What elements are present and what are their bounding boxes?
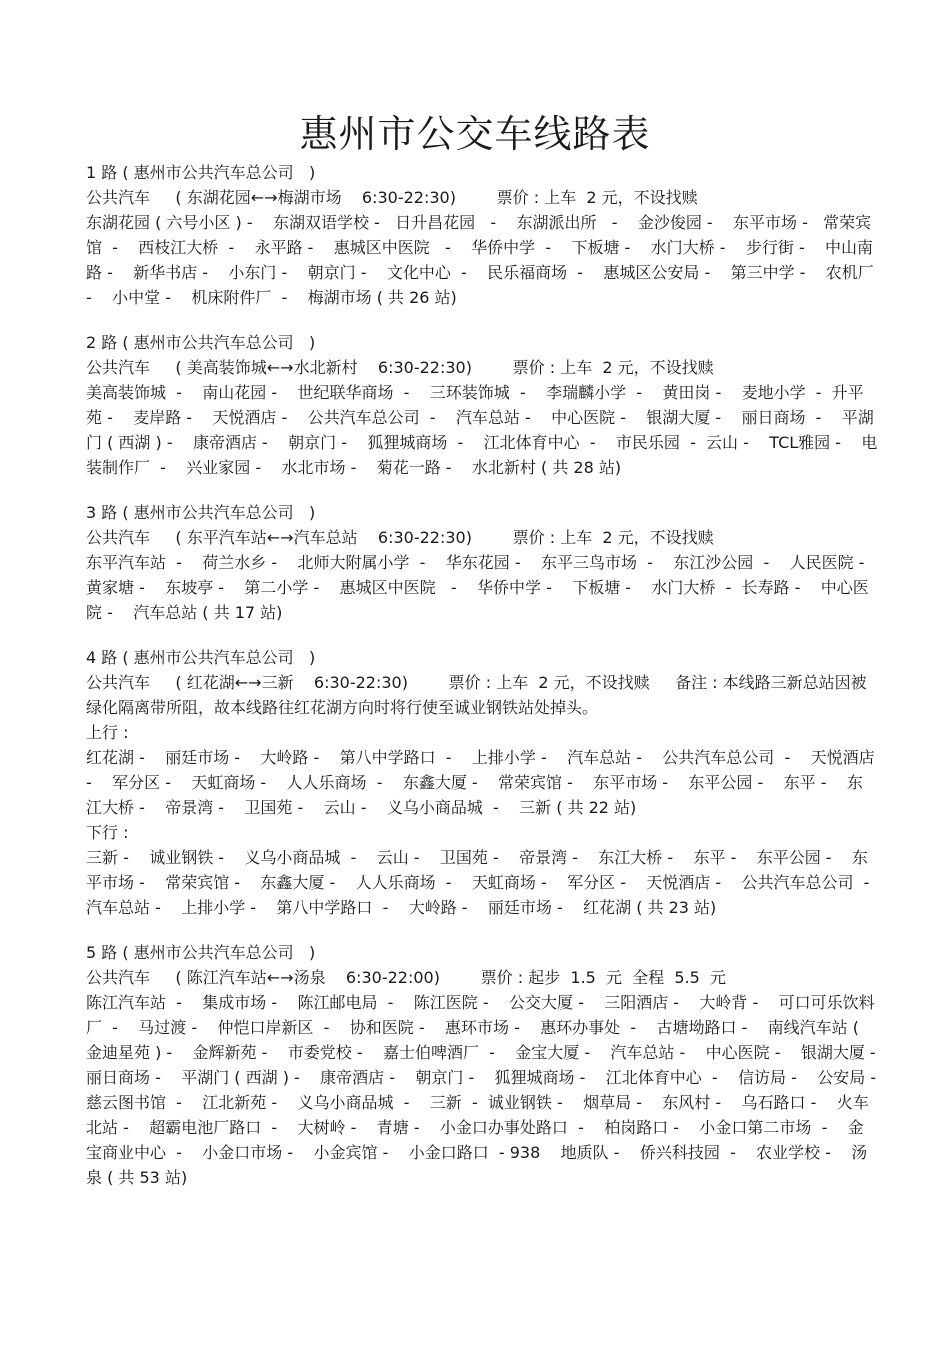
route-5 [86,940,897,1190]
route-info: 公共汽车 ( 美高装饰城←→水北新村 6:30-22:30) 票价 : 上车 2 元，不设找赎 [86,358,714,377]
route-1 [86,160,878,310]
route-header: 5 路 ( 惠州市公共汽车总公司 ) [86,943,316,962]
route-down-label: 下行 : [86,823,129,842]
route-info: 公共汽车 ( 陈江汽车站←→汤泉 6:30-22:00) 票价 : 起步 1.5 元 全程 5.5 元 [86,968,726,987]
route-up-stops: 红花湖 - 丽廷市场 - 大岭路 - 第八中学路口 - 上排小学 - 汽车总站 - 公共汽车总公司 - 天悦酒店 - 军分区 - 天虹商场 - 人人乐商场 - 东鑫大厦 - 常荣宾馆 - 东平市场 - 东平公园 - 东平 - 东江大桥 - 帝景湾 - 卫国苑 - 云山 - 义乌小商品城 - 三新 ( 共 22 站) [86,748,880,817]
route-up-label: 上行 : [86,723,129,742]
route-info: 公共汽车 ( 红花湖←→三新 6:30-22:30) 票价 : 上车 2 元，不设找赎 备注 : 本线路三新总站因被绿化隔离带所阻，故本线路往红花湖方向时将行使至诚业钢铁站处掉头。 [86,673,867,717]
route-info: 公共汽车 ( 东平汽车站←→汽车总站 6:30-22:30) 票价 : 上车 2 元，不设找赎 [86,528,714,547]
route-header: 1 路 ( 惠州市公共汽车总公司 ) [86,163,316,182]
route-list [86,160,897,1210]
route-header: 4 路 ( 惠州市公共汽车总公司 ) [86,648,316,667]
route-3 [86,500,885,625]
route-stops: 东湖花园 ( 六号小区 ) - 东湖双语学校 - 日升昌花园 - 东湖派出所 - 金沙俊园 - 东平市场 - 常荣宾馆 - 西枝江大桥 - 永平路 - 惠城区中医院 - 华侨中学 - 下板塘 - 水门大桥 - 步行街 - 中山南路 - 新华书店 - 小东门 - 朝京门 - 文化中心 - 民乐福商场 - 惠城区公安局 - 第三中学 - 农机厂 - 小中堂 - 机床附件厂 - 梅湖市场 ( 共 26 站) [86,213,879,307]
route-4 [86,645,890,920]
route-down-stops: 三新 - 诚业钢铁 - 义乌小商品城 - 云山 - 卫国苑 - 帝景湾 - 东江大桥 - 东平 - 东平公园 - 东平市场 - 常荣宾馆 - 东鑫大厦 - 人人乐商场 - 天虹商场 - 军分区 - 天悦酒店 - 公共汽车总公司 - 汽车总站 - 上排小学 - 第八中学路口 - 大岭路 - 丽廷市场 - 红花湖 ( 共 23 站) [86,848,890,917]
page-title: 惠州市公交车线路表 [299,112,651,157]
route-header: 2 路 ( 惠州市公共汽车总公司 ) [86,333,316,352]
route-stops: 陈江汽车站 - 集成市场 - 陈江邮电局 - 陈江医院 - 公交大厦 - 三阳酒店 - 大岭背 - 可口可乐饮料厂 - 马过渡 - 仲恺口岸新区 - 协和医院 - 惠环市场 - 惠环办事处 - 古塘坳路口 - 南线汽车站 ( 金迪星苑 ) - 金辉新苑 - 市委党校 - 嘉士伯啤酒厂 - 金宝大厦 - 汽车总站 - 中心医院 - 银湖大厦 - 丽日商场 - 平湖门 ( 西湖 ) - 康帝酒店 - 朝京门 - 狐狸城商场 - 江北体育中心 - 信访局 - 公安局 - 慈云图书馆 - 江北新苑 - 义乌小商品城 - 三新 - 诚业钢铁 - 烟草局 - 东风村 - 乌石路口 - 火车北站 - 超霸电池厂路口 - 大树岭 - 青塘 - 小金口办事处路口 - 柏岗路口 - 小金口第二市场 - 金宝商业中心 - 小金口市场 - 小金宾馆 - 小金口路口 - 938 地质队 - 侨兴科技园 - 农业学校 - 汤泉 ( 共 53 站) [86,993,897,1187]
route-stops: 东平汽车站 - 荷兰水乡 - 北师大附属小学 - 华东花园 - 东平三鸟市场 - 东江沙公园 - 人民医院 - 黄家塘 - 东坡亭 - 第二小学 - 惠城区中医院 - 华侨中学 - 下板塘 - 水门大桥 - 长寿路 - 中心医院 - 汽车总站 ( 共 17 站) [86,553,885,622]
route-info: 公共汽车 ( 东湖花园←→梅湖市场 6:30-22:30) 票价 : 上车 2 元，不设找赎 [86,188,698,207]
route-2 [86,330,878,480]
route-header: 3 路 ( 惠州市公共汽车总公司 ) [86,503,316,522]
route-stops: 美高装饰城 - 南山花园 - 世纪联华商场 - 三环装饰城 - 李瑞麟小学 - 黄田岗 - 麦地小学 - 升平苑 - 麦岸路 - 天悦酒店 - 公共汽车总公司 - 汽车总站 - 中心医院 - 银湖大厦 - 丽日商场 - 平湖门 ( 西湖 ) - 康帝酒店 - 朝京门 - 狐狸城商场 - 江北体育中心 - 市民乐园 - 云山 - TCL雅园 - 电装制作厂 - 兴业家园 - 水北市场 - 菊花一路 - 水北新村 ( 共 28 站) [86,383,878,477]
